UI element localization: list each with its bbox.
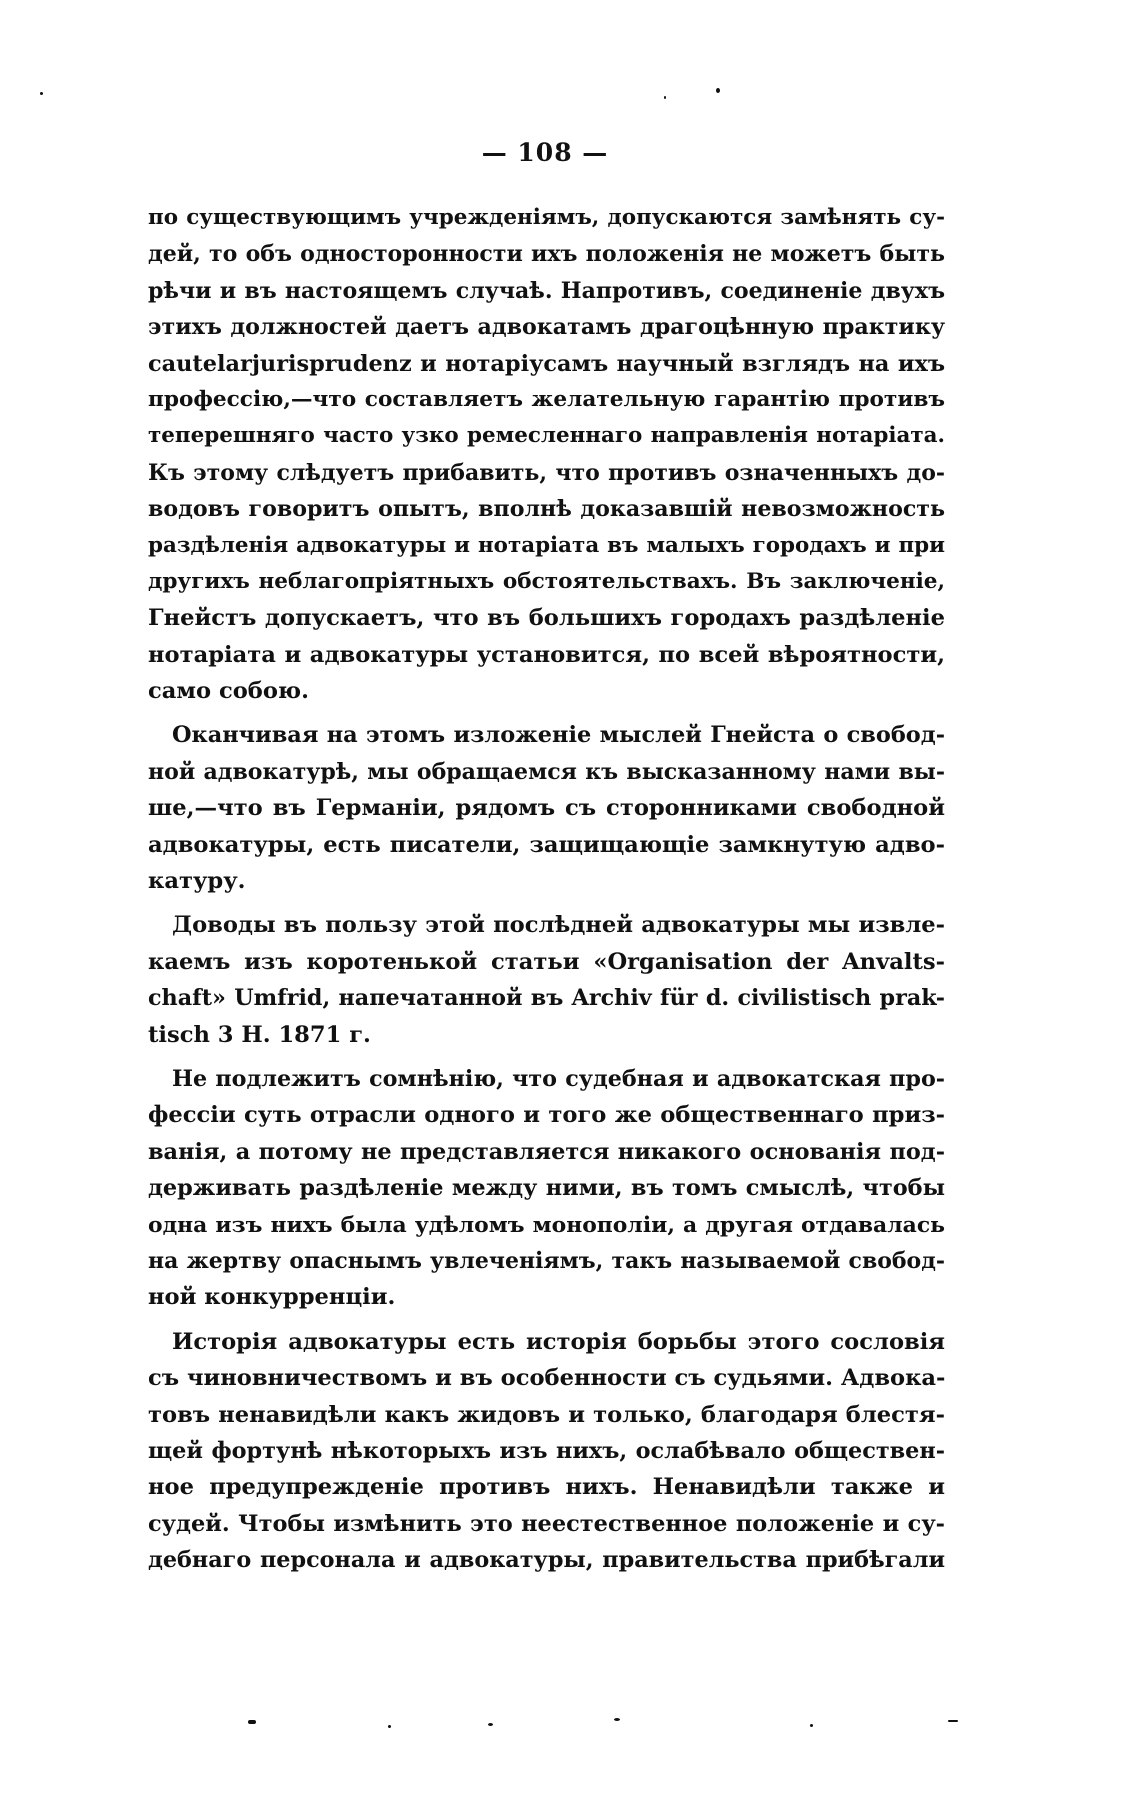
text-line: нотаріата и адвокатуры установится, по всей вѣроятности, [148, 641, 945, 668]
text-line: ной адвокатурѣ, мы обращаемся къ высказанному нами вы- [148, 758, 945, 785]
scan-speck [40, 92, 43, 95]
text-line: рѣчи и въ настоящемъ случаѣ. Напротивъ, соединеніе двухъ [148, 277, 945, 304]
body-text [148, 200, 945, 1578]
paragraph [148, 717, 945, 899]
text-line: судей. Чтобы измѣнить это неестественное положеніе и су- [148, 1510, 945, 1537]
scan-speck [810, 1724, 813, 1727]
text-line: Оканчивая на этомъ изложеніе мыслей Гнейста о свобод- [172, 722, 945, 749]
text-line: Къ этому слѣдуетъ прибавить, что противъ означенныхъ до- [148, 459, 945, 486]
text-line: водовъ говоритъ опытъ, вполнѣ доказавшій невозможность [148, 496, 945, 523]
text-line: фессіи суть отрасли одного и того же общественнаго приз- [148, 1102, 945, 1129]
text-line: ше,—что въ Германіи, рядомъ съ сторонниками свободной [148, 795, 945, 822]
text-line: tisch 3 H. 1871 г. [148, 1021, 371, 1048]
text-line: само собою. [148, 678, 309, 705]
page-number: — 108 — [481, 138, 609, 167]
scan-speck [488, 1723, 493, 1726]
scan-speck [948, 1720, 958, 1722]
scan-speck [388, 1725, 391, 1728]
text-line: дебнаго персонала и адвокатуры, правительства прибѣгали [148, 1547, 945, 1574]
text-line: держивать раздѣленіе между ними, въ томъ смыслѣ, чтобы [148, 1175, 945, 1202]
scan-speck [248, 1720, 256, 1724]
text-line: chaft» Umfrid, напечатанной въ Archiv für d. civilistisch prak- [148, 985, 945, 1012]
text-line: теперешняго часто узко ремесленнаго направленія нотаріата. [148, 423, 945, 449]
text-line: профессію,—что составляетъ желательную гарантію противъ [148, 386, 945, 412]
scan-speck [664, 96, 666, 99]
paragraph [148, 1061, 945, 1316]
text-line: Гнейстъ допускаетъ, что въ большихъ городахъ раздѣленіе [148, 605, 945, 632]
text-line: товъ ненавидѣли какъ жидовъ и только, благодаря блестя- [148, 1401, 945, 1428]
text-line: адвокатуры, есть писатели, защищающіе замкнутую адво- [148, 831, 945, 858]
paragraph [148, 907, 945, 1053]
text-line: раздѣленія адвокатуры и нотаріата въ малыхъ городахъ и при [148, 532, 945, 558]
text-line: съ чиновничествомъ и въ особенности съ судьями. Адвока- [148, 1365, 946, 1392]
text-line: ной конкурренціи. [148, 1284, 396, 1311]
text-line: cautelarjurisprudenz и нотаріусамъ научный взглядъ на ихъ [148, 350, 945, 377]
text-line: Не подлежитъ сомнѣнію, что судебная и адвокатская про- [172, 1065, 945, 1092]
text-line: ное предупрежденіе противъ нихъ. Ненавидѣли также и [148, 1474, 945, 1501]
text-line: катуру. [148, 868, 246, 895]
text-line: Доводы въ пользу этой послѣдней адвокатуры мы извле- [172, 912, 945, 939]
scan-speck [716, 88, 720, 93]
text-line: дей, то объ односторонности ихъ положенія не можетъ быть [148, 241, 945, 268]
text-line: на жертву опаснымъ увлеченіямъ, такъ называемой свобод- [148, 1247, 945, 1274]
text-line: этихъ должностей даетъ адвокатамъ драгоцѣнную практику [148, 314, 945, 341]
text-line: щей фортунѣ нѣкоторыхъ изъ нихъ, ослабѣвало обществен- [148, 1437, 945, 1464]
text-line: Исторія адвокатуры есть исторія борьбы этого сословія [172, 1328, 945, 1355]
paragraph [148, 1324, 945, 1579]
text-line: ванія, а потому не представляется никакого основанія под- [148, 1138, 945, 1165]
scan-speck [614, 1718, 620, 1721]
text-line: по существующимъ учрежденіямъ, допускаются замѣнять су- [148, 205, 945, 230]
paragraph [148, 200, 945, 709]
text-line: каемъ изъ коротенькой статьи «Organisation der Anvalts- [148, 948, 945, 975]
text-line: одна изъ нихъ была удѣломъ монополіи, а другая отдавалась [148, 1211, 945, 1238]
text-line: другихъ неблагопріятныхъ обстоятельствахъ. Въ заключеніе, [148, 568, 945, 594]
